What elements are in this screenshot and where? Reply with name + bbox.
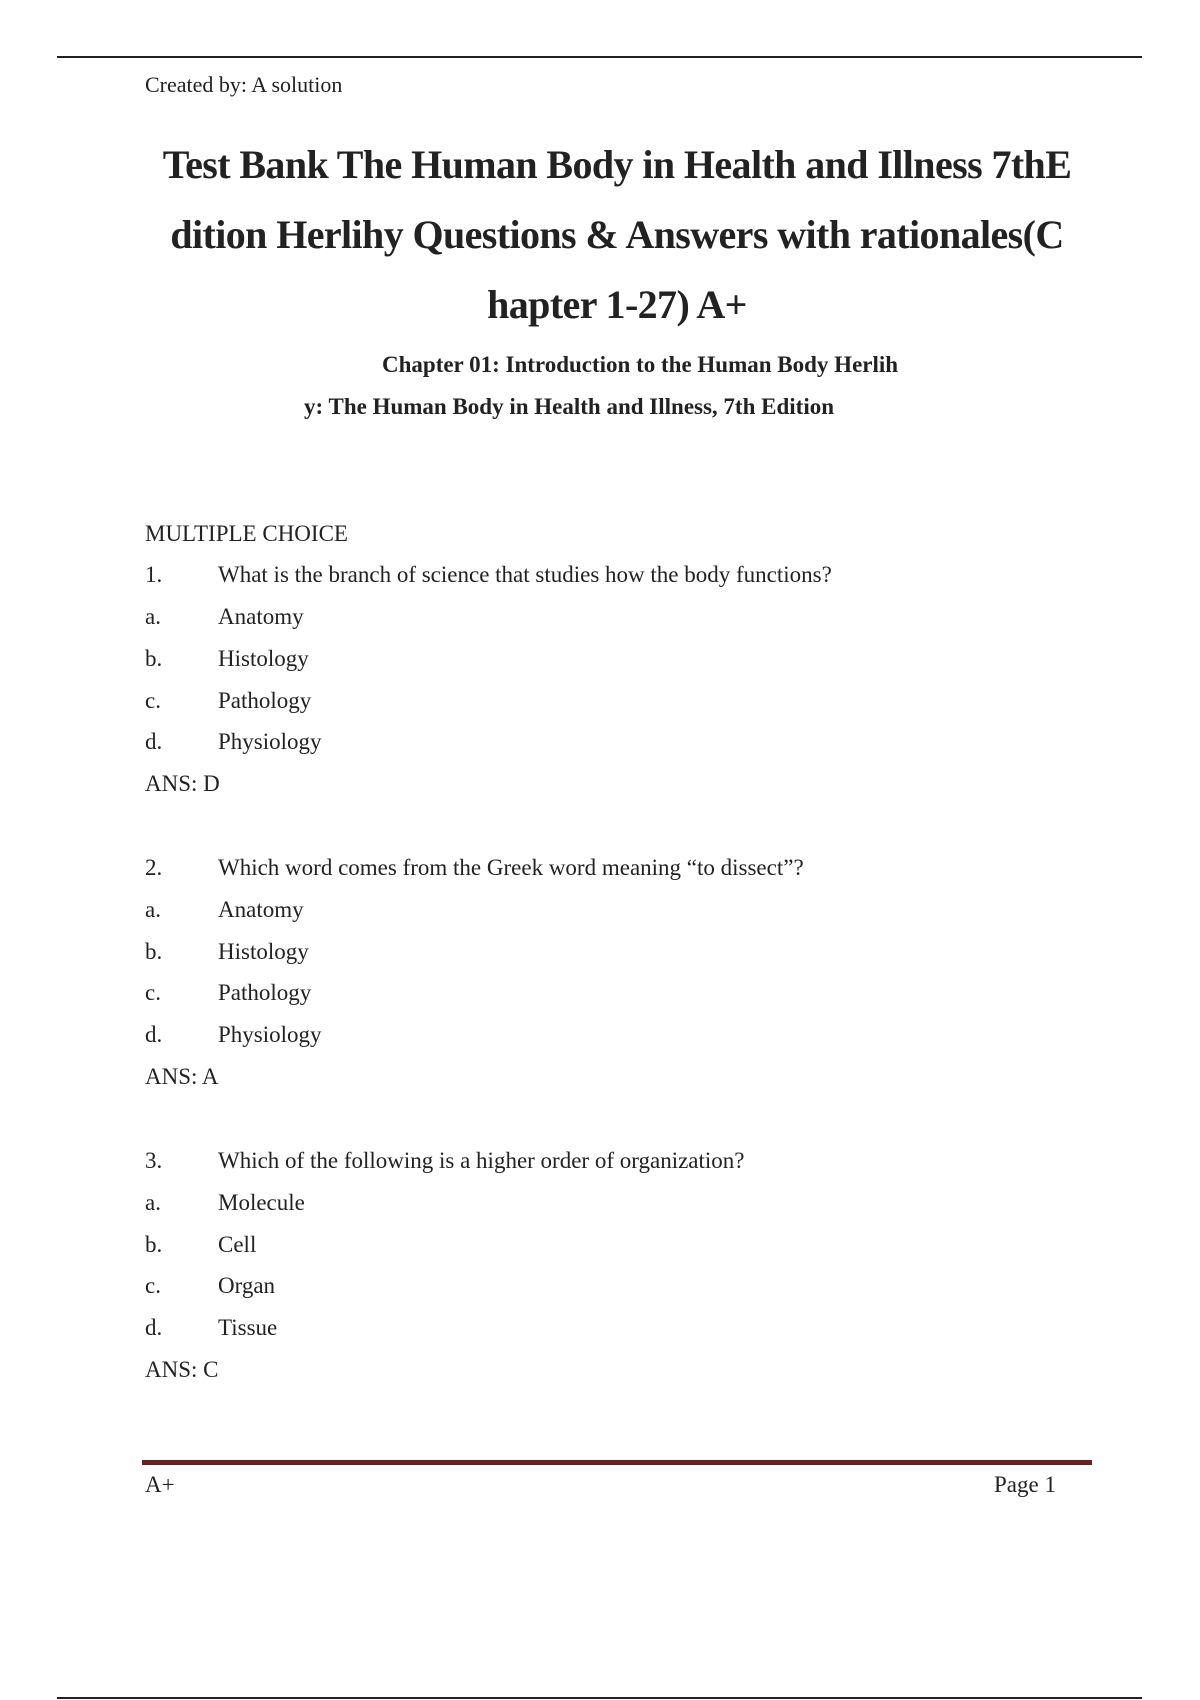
option-text: Molecule xyxy=(218,1190,305,1215)
option-text: Physiology xyxy=(218,729,322,754)
answer-text: ANS: C xyxy=(145,1357,219,1382)
footer-rule xyxy=(142,1460,1092,1465)
option-letter: b. xyxy=(145,939,163,964)
question-number: 2. xyxy=(145,855,163,880)
question-text: What is the branch of science that studies how the body functions? xyxy=(218,562,832,587)
option-letter: a. xyxy=(145,604,161,629)
question-number: 3. xyxy=(145,1148,163,1173)
option-letter: a. xyxy=(145,1190,161,1215)
option-letter: c. xyxy=(145,688,161,713)
page-number: Page 1 xyxy=(994,1472,1056,1497)
option-text: Tissue xyxy=(218,1315,278,1340)
option-letter: d. xyxy=(145,1315,163,1340)
question-text: Which of the following is a higher order of organization? xyxy=(218,1148,745,1173)
title-line-2: dition Herlihy Questions & Answers with rationales(C xyxy=(170,212,1064,257)
bottom-rule xyxy=(57,1697,1142,1699)
created-by-header: Created by: A solution xyxy=(145,72,343,97)
option-letter: c. xyxy=(145,980,161,1005)
option-letter: b. xyxy=(145,1232,163,1257)
title-line-3: hapter 1-27) A+ xyxy=(487,282,747,327)
option-text: Anatomy xyxy=(218,897,304,922)
option-text: Physiology xyxy=(218,1022,322,1047)
answer-text: ANS: A xyxy=(145,1064,219,1089)
document-title xyxy=(150,130,1084,340)
title-line-1: Test Bank The Human Body in Health and Illness 7thE xyxy=(162,142,1072,187)
question-text: Which word comes from the Greek word meaning “to dissect”? xyxy=(218,855,804,880)
option-text: Pathology xyxy=(218,688,312,713)
chapter-subtitle-line-2: y: The Human Body in Health and Illness, 7th Edition xyxy=(304,394,834,419)
footer-grade: A+ xyxy=(145,1472,175,1497)
option-letter: d. xyxy=(145,729,163,754)
section-heading: MULTIPLE CHOICE xyxy=(145,521,348,546)
option-letter: d. xyxy=(145,1022,163,1047)
option-text: Histology xyxy=(218,939,309,964)
option-letter: a. xyxy=(145,897,161,922)
option-text: Histology xyxy=(218,646,309,671)
option-letter: b. xyxy=(145,646,163,671)
answer-text: ANS: D xyxy=(145,771,220,796)
option-text: Organ xyxy=(218,1273,276,1298)
chapter-subtitle-line-1: Chapter 01: Introduction to the Human Body Herlih xyxy=(382,352,899,377)
option-text: Cell xyxy=(218,1232,257,1257)
question-number: 1. xyxy=(145,562,163,587)
option-text: Anatomy xyxy=(218,604,304,629)
option-text: Pathology xyxy=(218,980,312,1005)
top-rule xyxy=(57,56,1142,58)
option-letter: c. xyxy=(145,1273,161,1298)
